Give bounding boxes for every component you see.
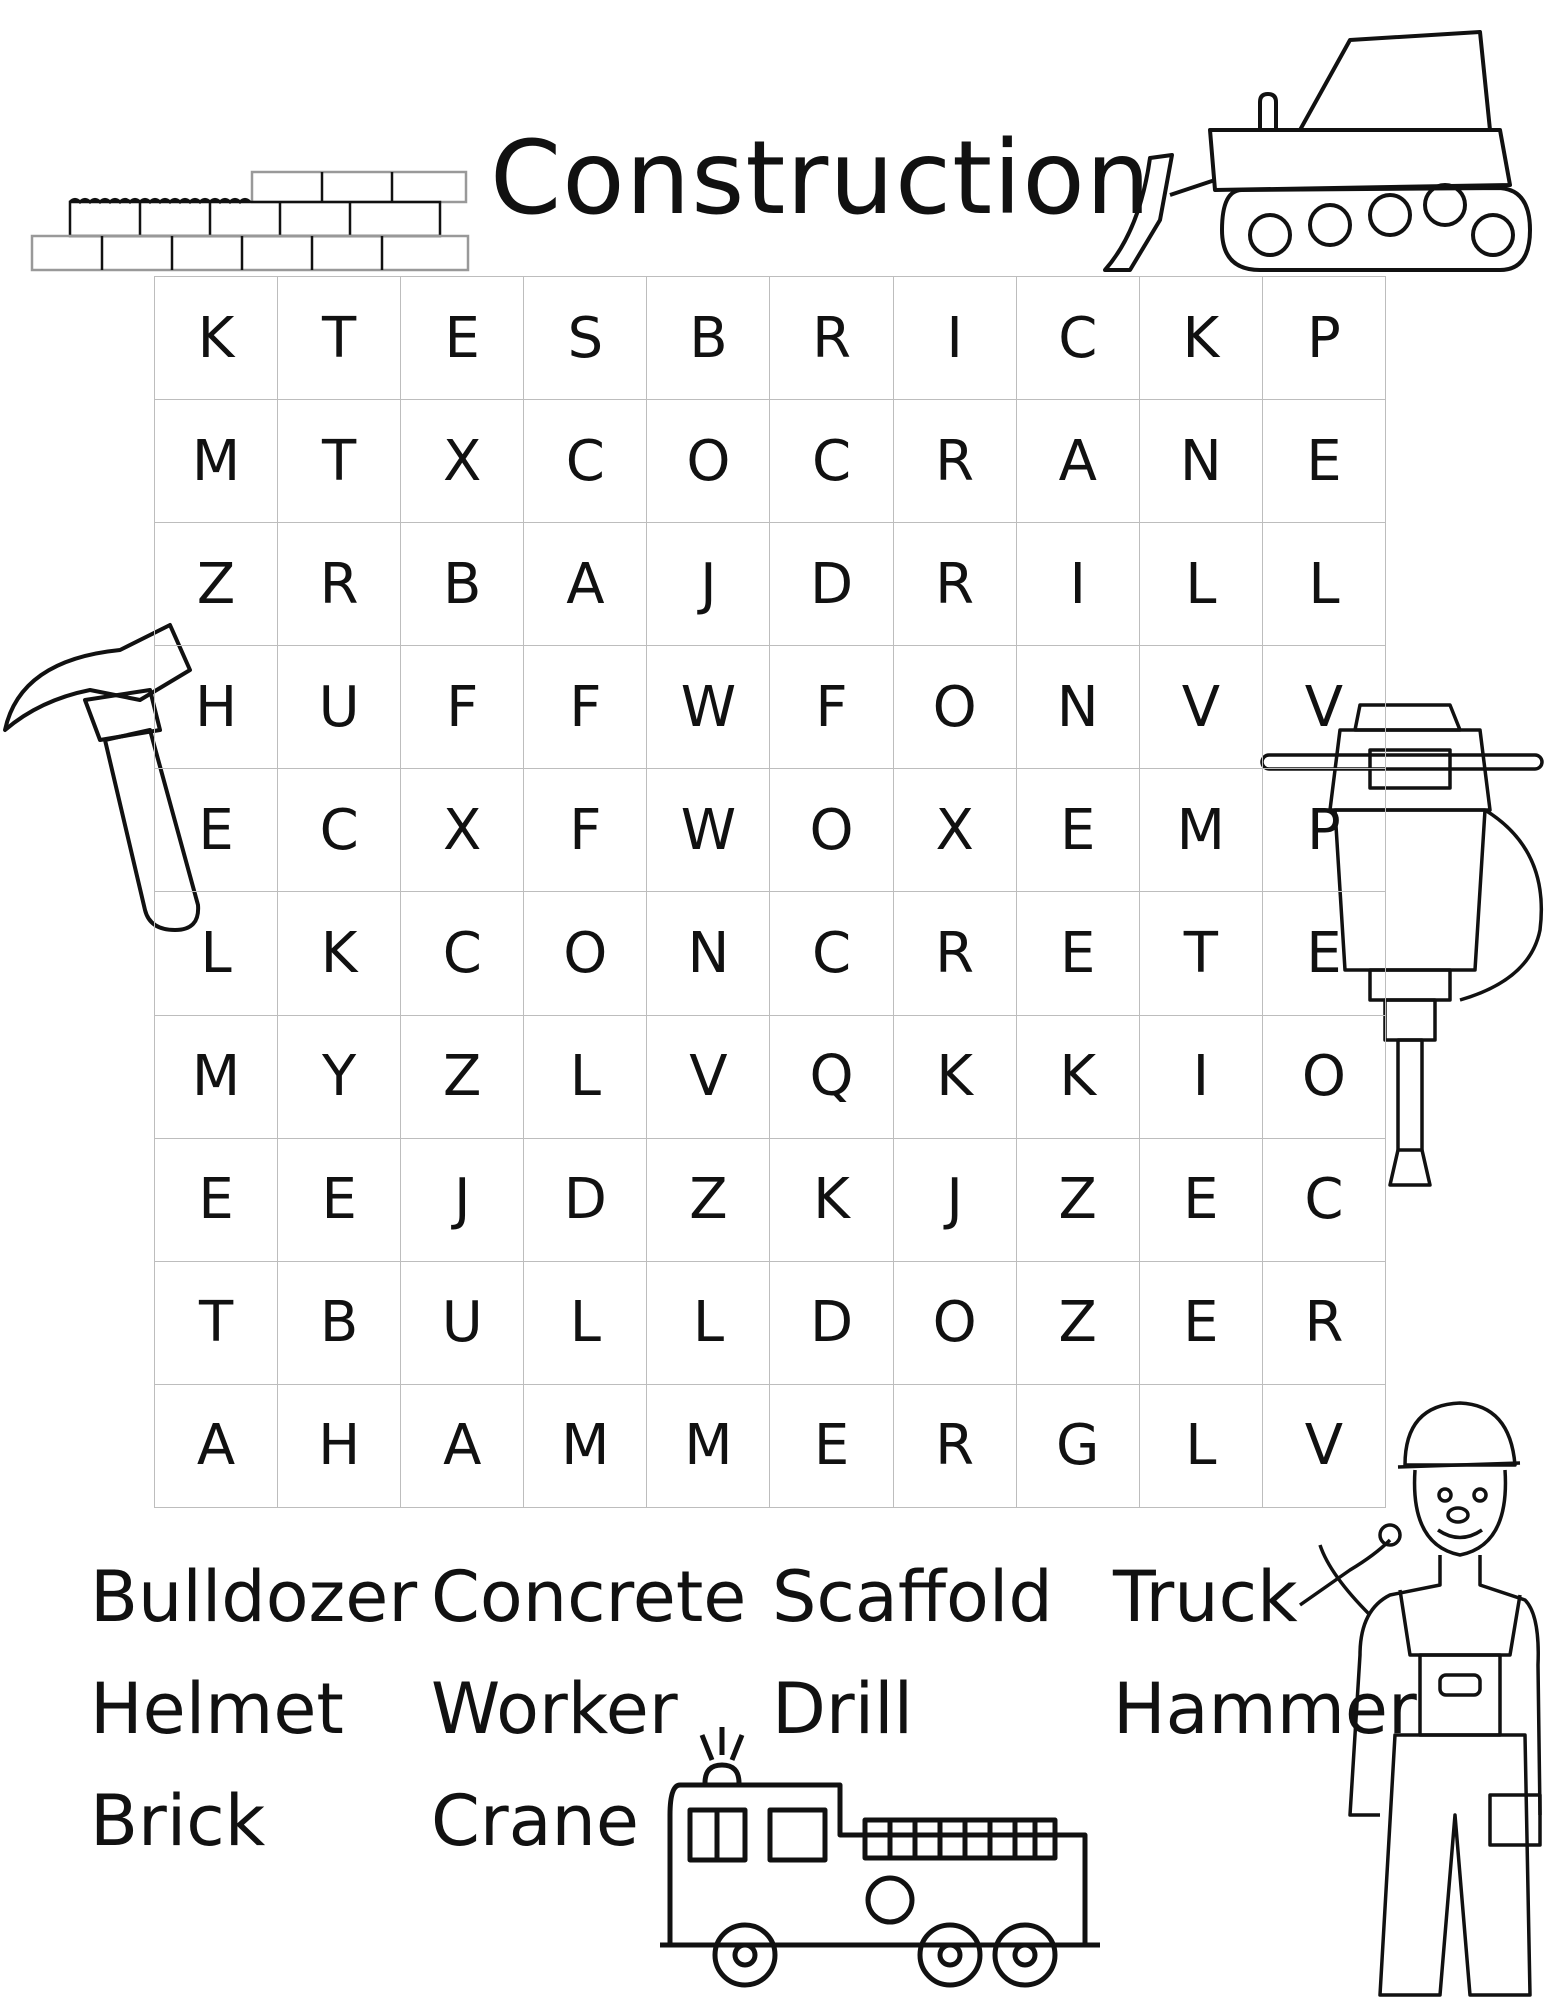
grid-cell: L [524, 1016, 647, 1139]
grid-cell: Z [1017, 1139, 1140, 1262]
grid-cell: Z [155, 523, 278, 646]
grid-cell: O [647, 400, 770, 523]
grid-cell: F [401, 646, 524, 769]
grid-cell: B [647, 277, 770, 400]
word-list-item: Hammer [1113, 1668, 1417, 1750]
page-title: Construction [490, 119, 1152, 238]
grid-cell: C [278, 769, 401, 892]
word-list-item: Truck [1113, 1556, 1298, 1638]
grid-cell: E [1263, 892, 1386, 1015]
grid-cell: Z [1017, 1262, 1140, 1385]
grid-cell: J [401, 1139, 524, 1262]
grid-cell: L [524, 1262, 647, 1385]
grid-cell: R [894, 400, 1017, 523]
grid-cell: E [1017, 769, 1140, 892]
grid-cell: L [647, 1262, 770, 1385]
grid-cell: Z [401, 1016, 524, 1139]
grid-cell: K [278, 892, 401, 1015]
grid-cell: E [155, 769, 278, 892]
grid-cell: W [647, 646, 770, 769]
word-list-item: Scaffold [772, 1556, 1053, 1638]
grid-cell: B [278, 1262, 401, 1385]
grid-cell: E [155, 1139, 278, 1262]
grid-cell: H [278, 1385, 401, 1508]
grid-cell: T [1140, 892, 1263, 1015]
grid-cell: X [401, 769, 524, 892]
grid-cell: T [155, 1262, 278, 1385]
grid-cell: V [1263, 646, 1386, 769]
grid-cell: M [155, 1016, 278, 1139]
grid-cell: C [1263, 1139, 1386, 1262]
grid-cell: I [894, 277, 1017, 400]
grid-cell: R [278, 523, 401, 646]
grid-cell: H [155, 646, 278, 769]
grid-cell: E [1140, 1139, 1263, 1262]
grid-cell: B [401, 523, 524, 646]
grid-cell: O [894, 1262, 1017, 1385]
grid-cell: L [1263, 523, 1386, 646]
grid-cell: Y [278, 1016, 401, 1139]
grid-cell: M [1140, 769, 1263, 892]
grid-cell: L [1140, 523, 1263, 646]
grid-cell: R [770, 277, 893, 400]
grid-cell: D [770, 523, 893, 646]
grid-cell: P [1263, 769, 1386, 892]
grid-cell: I [1140, 1016, 1263, 1139]
grid-cell: C [524, 400, 647, 523]
grid-cell: L [155, 892, 278, 1015]
grid-cell: V [1263, 1385, 1386, 1508]
grid-cell: X [894, 769, 1017, 892]
grid-cell: E [1263, 400, 1386, 523]
fire-truck-icon [650, 1725, 1110, 1995]
grid-cell: C [770, 892, 893, 1015]
word-list-item: Bulldozer [90, 1556, 418, 1638]
grid-cell: O [894, 646, 1017, 769]
grid-cell: C [770, 400, 893, 523]
word-list-item: Helmet [90, 1668, 344, 1750]
grid-cell: K [894, 1016, 1017, 1139]
grid-cell: Z [647, 1139, 770, 1262]
grid-cell: R [1263, 1262, 1386, 1385]
word-list-item: Concrete [431, 1556, 747, 1638]
grid-cell: N [647, 892, 770, 1015]
grid-cell: A [1017, 400, 1140, 523]
grid-cell: R [894, 892, 1017, 1015]
word-list-item: Crane [431, 1780, 639, 1862]
word-list-item: Worker [431, 1668, 678, 1750]
grid-cell: P [1263, 277, 1386, 400]
grid-cell: A [401, 1385, 524, 1508]
grid-cell: D [770, 1262, 893, 1385]
grid-cell: F [524, 646, 647, 769]
grid-cell: K [1017, 1016, 1140, 1139]
grid-cell: L [1140, 1385, 1263, 1508]
grid-cell: A [524, 523, 647, 646]
grid-cell: X [401, 400, 524, 523]
grid-cell: J [894, 1139, 1017, 1262]
grid-cell: O [1263, 1016, 1386, 1139]
grid-cell: E [1017, 892, 1140, 1015]
grid-cell: F [524, 769, 647, 892]
grid-cell: Q [770, 1016, 893, 1139]
grid-cell: E [401, 277, 524, 400]
construction-worker-icon [1290, 1395, 1545, 2000]
grid-cell: O [524, 892, 647, 1015]
grid-cell: F [770, 646, 893, 769]
grid-cell: R [894, 523, 1017, 646]
grid-cell: E [770, 1385, 893, 1508]
grid-cell: G [1017, 1385, 1140, 1508]
grid-cell: V [1140, 646, 1263, 769]
grid-cell: N [1017, 646, 1140, 769]
grid-cell: U [401, 1262, 524, 1385]
grid-cell: K [770, 1139, 893, 1262]
grid-cell: D [524, 1139, 647, 1262]
grid-cell: C [1017, 277, 1140, 400]
grid-cell: J [647, 523, 770, 646]
word-search-grid [154, 276, 1386, 1508]
grid-cell: T [278, 400, 401, 523]
grid-cell: R [894, 1385, 1017, 1508]
grid-cell: S [524, 277, 647, 400]
grid-cell: E [1140, 1262, 1263, 1385]
grid-cell: M [647, 1385, 770, 1508]
brick-wall-icon [30, 168, 470, 278]
grid-cell: W [647, 769, 770, 892]
grid-cell: A [155, 1385, 278, 1508]
grid-cell: T [278, 277, 401, 400]
grid-cell: M [155, 400, 278, 523]
word-list-item: Drill [772, 1668, 914, 1750]
grid-cell: K [155, 277, 278, 400]
grid-cell: V [647, 1016, 770, 1139]
grid-cell: C [401, 892, 524, 1015]
grid-cell: N [1140, 400, 1263, 523]
grid-cell: U [278, 646, 401, 769]
grid-cell: O [770, 769, 893, 892]
grid-cell: K [1140, 277, 1263, 400]
bulldozer-icon [1100, 30, 1540, 280]
grid-cell: M [524, 1385, 647, 1508]
grid-cell: I [1017, 523, 1140, 646]
grid-cell: E [278, 1139, 401, 1262]
word-list-item: Brick [90, 1780, 266, 1862]
